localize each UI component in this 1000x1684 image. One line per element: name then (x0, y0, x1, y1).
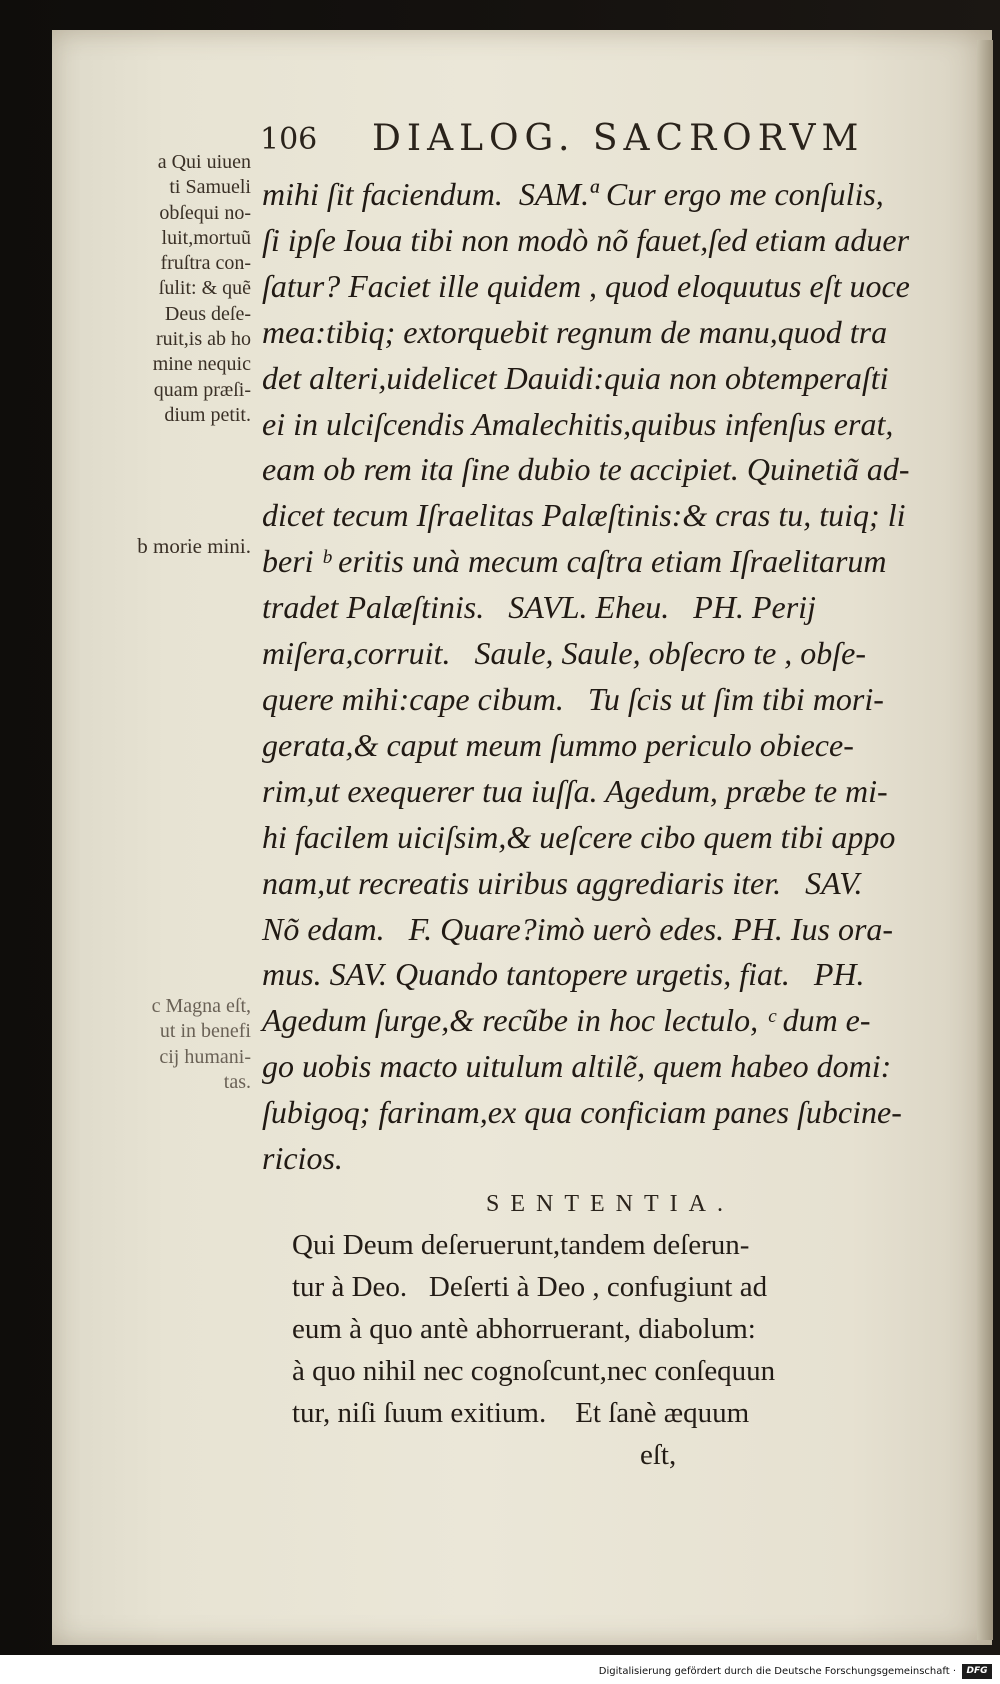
margin-note-c: c Magna eſt, ut in benefi cij humani- tas. (151, 995, 251, 1093)
page-number: 106 (260, 122, 318, 157)
dialogue-text: mihi ſit faciendum. SAM.ª Cur ergo me conſulis, ſi ipſe Ioua tibi non modò nõ fauet,ſed etiam aduer ſatur? Faciet ille quidem , quod eloquutus eſt uoce mea:tibiq; extorquebit regnum de manu,quod tra det alteri,uidelicet Dauidi:quia non obtemperaſti ei in ulciſcendis Amalechitis,quibus infenſus erat, eam ob rem ita ſine dubio te accipiet. Quinetiã ad- dicet tecum Iſraelitas Palæſtinis:& cras tu, tuiq; li beri ᵇ eritis unà mecum caſtra etiam Iſraelitarum tradet Palæſtinis. SAVL. Eheu. PH. Perij miſera,corruit. Saule, Saule, obſecro te , obſe- quere mihi:cape cibum. Tu ſcis ut ſim tibi mori- gerata,& caput meum ſummo periculo obiece- rim,ut exequerer tua iuſſa. Agedum, præbe te mi- hi facilem uiciſsim,& ueſcere cibo quem tibi appo nam,ut recreatis uiribus aggrediaris iter. SAV. Nõ edam. F. Quare?imò uerò edes. PH. Ius ora- mus. SAV. Quando tantopere urgetis, fiat. PH. Agedum ſurge,& recũbe in hoc lectulo, ᶜ dum e- go uobis macto uitulum altilẽ, quem habeo domi: ſubigoq; farinam,ex qua conficiam panes ſubcine- ricios. (262, 176, 910, 1177)
margin-note-a: a Qui uiuen ti Samueli obſequi no- luit,mortuũ fruſtra con- ſulit: & quẽ Deus deſe- ruit,is ab ho mine nequic quam præſi- dium petit. (152, 151, 251, 426)
margin-note-b: b morie mini. (137, 534, 251, 558)
sententia-text: Qui Deum deſeruerunt,tandem deſerun- tur à Deo. Deſerti à Deo , confugiunt ad eum à quo antè abhorruerant, diabolum: à quo nihil nec cognoſcunt,nec conſequun tur, niſi ſuum exitium. Et ſanè æquum eſt, (292, 1229, 776, 1471)
sententia-heading: SENTENTIA. (486, 1191, 734, 1217)
dfg-logo: DFG (962, 1664, 992, 1679)
page-header (260, 118, 900, 168)
running-head: DIALOG. SACRORVM (372, 118, 865, 159)
page-edge (977, 40, 993, 1640)
digitization-credit: Digitalisierung gefördert durch die Deutsche Forschungsgemeinschaft · (598, 1666, 956, 1677)
